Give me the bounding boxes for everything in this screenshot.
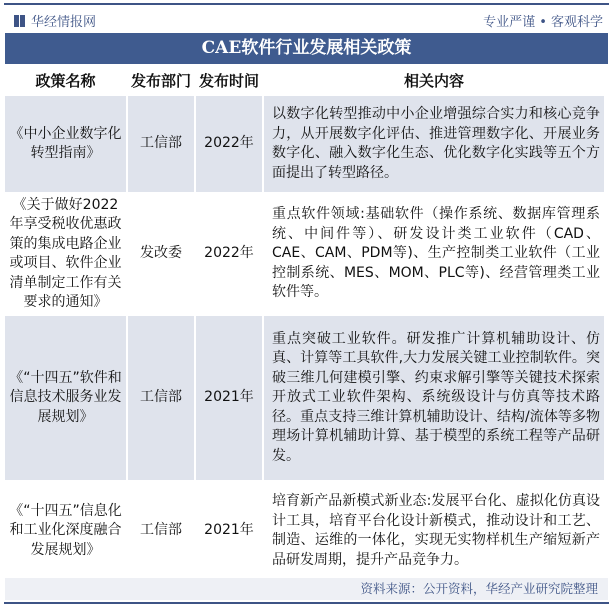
column-header-content: 相关内容 <box>264 66 604 94</box>
column-header-time: 发布时间 <box>196 66 262 94</box>
policy-time: 2022年 <box>196 96 262 192</box>
policy-name: 《中小企业数字化转型指南》 <box>5 96 126 192</box>
policy-dept: 工信部 <box>128 316 194 480</box>
policy-name: 《“十四五”信息化和工业化深度融合发展规划》 <box>5 482 126 580</box>
brand-name: 华经情报网 <box>31 15 97 30</box>
top-divider <box>4 3 609 5</box>
column-header-dept: 发布部门 <box>128 66 194 94</box>
column-header-name: 政策名称 <box>5 66 126 94</box>
policy-name: 《“十四五”软件和信息技术服务业发展规划》 <box>5 316 126 480</box>
table-title: CAE软件行业发展相关政策 <box>5 33 608 64</box>
policy-time: 2021年 <box>196 482 262 580</box>
brand <box>14 11 96 30</box>
table-row <box>5 96 604 192</box>
table-row <box>5 194 604 314</box>
policy-dept: 发改委 <box>128 194 194 314</box>
source-note: 资料来源：公开资料，华经产业研究院整理 <box>5 578 608 600</box>
policy-content: 重点突破工业软件。研发推广计算机辅助设计、仿真、计算等工具软件,大力发展关键工业控制软件。突破三维几何建模引擎、约束求解引擎等关键技术探索开放式工业软件架构、系统级设计与仿真等技术路径。重点支持三维计算机辅助设计、结构/流体等多物理场计算机辅助计算、基于模型的系统工程等产品研发。 <box>264 316 604 480</box>
policy-time: 2021年 <box>196 316 262 480</box>
bottom-divider <box>4 602 609 604</box>
brand-logo-icon <box>14 15 25 27</box>
policy-dept: 工信部 <box>128 96 194 192</box>
policy-time: 2022年 <box>196 194 262 314</box>
policy-table <box>3 64 606 582</box>
table-row <box>5 316 604 480</box>
policy-content: 以数字化转型推动中小企业增强综合实力和核心竞争力，从开展数字化评估、推进管理数字化、开展业务数字化、融入数字化生态、优化数字化实践等五个方面提出了转型路径。 <box>264 96 604 192</box>
policy-dept: 工信部 <box>128 482 194 580</box>
policy-content: 重点软件领域:基础软件（操作系统、数据库管理系统、中间件等）、研发设计类工业软件（CAD、CAE、CAM、PDM等)、生产控制类工业软件（工业控制系统、MES、MOM、PLC等)、经营管理类工业软件等。 <box>264 194 604 314</box>
policy-name: 《关于做好2022年享受税收优惠政策的集成电路企业或项目、软件企业清单制定工作有关要求的通知》 <box>5 194 126 314</box>
table-row <box>5 482 604 580</box>
slogan: 专业严谨 • 客观科学 <box>483 15 603 30</box>
policy-content: 培育新产品新模式新业态:发展平台化、虚拟化仿真设计工具，培育平台化设计新模式，推动设计和工艺、制造、运维的一体化，实现无实物样机生产缩短新产品研发周期，提升产品竞争力。 <box>264 482 604 580</box>
